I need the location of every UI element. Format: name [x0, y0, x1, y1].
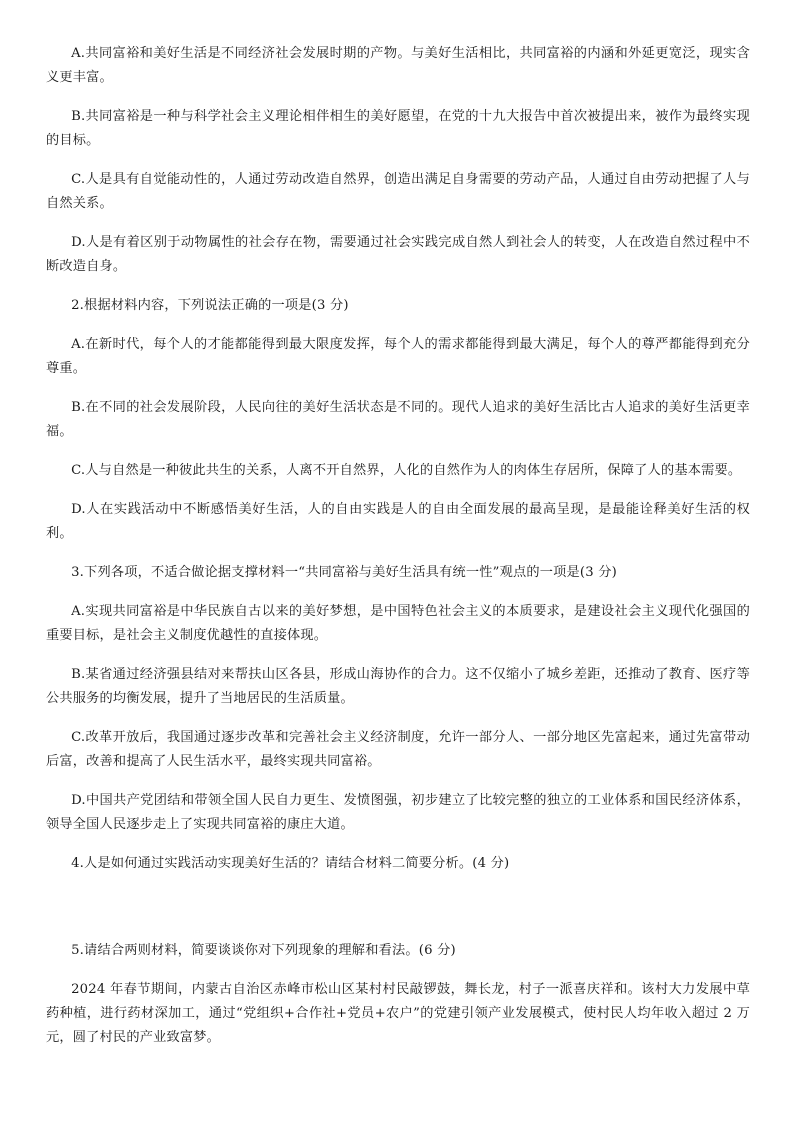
q5-material: 2024 年春节期间，内蒙古自治区赤峰市松山区某村村民敲锣鼓，舞长龙，村子一派喜庆祥和。该村大力发展中草药种植，进行药材深加工，通过“党组织+合作社+党员+农户”的党建引领产业发展模式，使村民人均年收入超过 2 万元，圆了村民的产业致富梦。	[46, 982, 750, 1045]
q1-option-b: B.共同富裕是一种与科学社会主义理论相伴相生的美好愿望，在党的十九大报告中首次被提出来，被作为最终实现的目标。	[46, 109, 750, 148]
q2-option-c: C.人与自然是一种彼此共生的关系，人离不开自然界，人化的自然作为人的肉体生存居所，保障了人的基本需要。	[71, 463, 742, 478]
q3-option-c: C.改革开放后，我国通过逐步改革和完善社会主义经济制度，允许一部分人、一部分地区先富起来，通过先富带动后富，改善和提高了人民生活水平，最终实现共同富裕。	[46, 730, 750, 769]
q2-stem: 2.根据材料内容，下列说法正确的一项是(3 分)	[71, 298, 349, 313]
q2-option-b: B.在不同的社会发展阶段，人民向往的美好生活状态是不同的。现代人追求的美好生活比古人追求的美好生活更幸福。	[46, 400, 750, 439]
q4-stem: 4.人是如何通过实践活动实现美好生活的？请结合材料二简要分析。(4 分)	[71, 856, 510, 871]
q5-stem: 5.请结合两则材料，简要谈谈你对下列现象的理解和看法。(6 分)	[71, 943, 456, 958]
q3-stem: 3.下列各项，不适合做论据支撑材料一“共同富裕与美好生活具有统一性”观点的一项是(3 分)	[71, 565, 617, 580]
q3-option-a: A.实现共同富裕是中华民族自古以来的美好梦想，是中国特色社会主义的本质要求，是建设社会主义现代化强国的重要目标，是社会主义制度优越性的直接体现。	[46, 604, 750, 643]
q2-option-a: A.在新时代，每个人的才能都能得到最大限度发挥，每个人的需求都能得到最大满足，每个人的尊严都能得到充分尊重。	[46, 337, 750, 376]
exam-page	[46, 42, 750, 1065]
answer-space	[46, 891, 750, 939]
q2-option-d: D.人在实践活动中不断感悟美好生活，人的自由实践是人的自由全面发展的最高呈现，是最能诠释美好生活的权利。	[46, 502, 750, 541]
q1-option-d: D.人是有着区别于动物属性的社会存在物，需要通过社会实践完成自然人到社会人的转变，人在改造自然过程中不断改造自身。	[46, 235, 750, 274]
q3-option-b: B.某省通过经济强县结对来帮扶山区各县，形成山海协作的合力。这不仅缩小了城乡差距，还推动了教育、医疗等公共服务的均衡发展，提升了当地居民的生活质量。	[46, 667, 750, 706]
q1-option-a: A.共同富裕和美好生活是不同经济社会发展时期的产物。与美好生活相比，共同富裕的内涵和外延更宽泛，现实含义更丰富。	[46, 46, 750, 85]
q1-option-c: C.人是具有自觉能动性的，人通过劳动改造自然界，创造出满足自身需要的劳动产品，人通过自由劳动把握了人与自然关系。	[46, 172, 750, 211]
q3-option-d: D.中国共产党团结和带领全国人民自力更生、发愤图强，初步建立了比较完整的独立的工业体系和国民经济体系，领导全国人民逐步走上了实现共同富裕的康庄大道。	[46, 793, 750, 832]
